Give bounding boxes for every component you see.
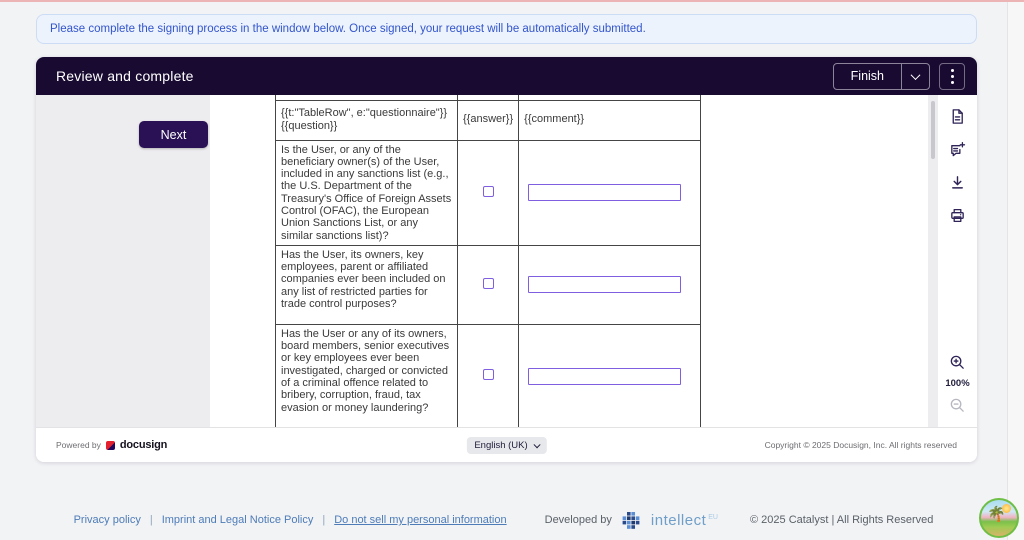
toolbar-rail (938, 95, 977, 427)
zoom-in-button[interactable] (946, 350, 970, 374)
language-selector[interactable] (466, 437, 546, 454)
answer-checkbox[interactable] (483, 186, 494, 197)
info-banner (36, 14, 977, 44)
header-actions (833, 63, 965, 90)
zoom-out-button[interactable] (946, 393, 970, 417)
document-scrollbar[interactable] (931, 101, 935, 159)
zoom-out-icon (949, 397, 966, 414)
intellect-wordmark: intellect EU (650, 511, 718, 529)
comment-cell (519, 245, 701, 324)
docusign-wordmark: docusign (119, 439, 168, 451)
add-comment-button[interactable] (946, 137, 970, 161)
viewer-left-margin (36, 95, 210, 427)
next-button[interactable]: Next (139, 121, 208, 148)
comment-input[interactable] (528, 276, 681, 293)
answer-checkbox[interactable] (483, 369, 494, 380)
link-separator: | (322, 514, 326, 526)
kebab-dot (951, 69, 954, 72)
zoom-controls (945, 350, 969, 417)
island-widget-button[interactable] (979, 498, 1019, 538)
browser-scrollbar[interactable] (1007, 2, 1024, 540)
table-row (276, 324, 701, 427)
comment-cell (519, 324, 701, 427)
question-cell: Is the User, or any of the beneficiary owner(s) of the User, included in any sanctions list (e.g., the U.S. Department of the Treasury's Office of Foreign Assets Control (OFAC), the European Union Sanctions List, or any similar sanctions list)? (276, 140, 458, 245)
chevron-down-icon (911, 70, 921, 80)
developed-by-label: Developed by (544, 514, 612, 526)
finish-button[interactable]: Finish (834, 64, 901, 89)
palm-tree-icon: 🌴 (987, 506, 1006, 523)
document-pages-icon (949, 108, 966, 125)
template-row-tag: {{t:"TableRow", e:"questionnaire"}} (281, 106, 448, 119)
kebab-dot (951, 81, 954, 84)
document-gutter (928, 95, 938, 427)
docusign-logo-icon (106, 441, 115, 450)
finish-split-button (833, 63, 930, 90)
document-page (210, 95, 928, 427)
window-title: Review and complete (56, 68, 194, 84)
zoom-in-icon (949, 354, 966, 371)
comment-input[interactable] (528, 184, 681, 201)
catalyst-copyright: © 2025 Catalyst | All Rights Reserved (750, 514, 934, 526)
answer-cell (458, 245, 519, 324)
imprint-legal-link[interactable]: Imprint and Legal Notice Policy (161, 514, 314, 526)
header-question-cell (276, 100, 458, 140)
print-button[interactable] (946, 203, 970, 227)
link-separator: | (149, 514, 153, 526)
more-options-button[interactable] (939, 63, 965, 90)
header-answer-cell: {{answer}} (458, 100, 519, 140)
header-comment-cell: {{comment}} (519, 100, 701, 140)
table-row (276, 245, 701, 324)
answer-checkbox[interactable] (483, 278, 494, 289)
banner-message: Please complete the signing process in the window below. Once signed, your request will be automatically submitted. (50, 23, 646, 35)
docusign-footer (36, 427, 977, 462)
answer-cell (458, 140, 519, 245)
chevron-down-icon (533, 441, 540, 448)
zoom-level: 100% (945, 378, 970, 389)
add-comment-icon (949, 141, 966, 158)
signing-window (36, 57, 977, 462)
print-icon (949, 207, 966, 224)
language-label: English (UK) (474, 439, 528, 451)
page-footer (0, 505, 1007, 535)
signing-window-header (36, 57, 977, 95)
answer-cell (458, 324, 519, 427)
intellect-logo-icon (622, 511, 641, 530)
download-icon (949, 174, 966, 191)
document-viewer (36, 95, 977, 427)
finish-dropdown-button[interactable] (901, 64, 929, 89)
developed-by (545, 511, 718, 530)
footer-links (74, 514, 507, 526)
do-not-sell-link[interactable]: Do not sell my personal information (334, 514, 507, 526)
question-cell: Has the User, its owners, key employees, parent or affiliated companies ever been included on any list of restricted parties for trade control purposes? (276, 245, 458, 324)
table-header-row (276, 100, 701, 140)
questionnaire-table (275, 95, 701, 427)
kebab-dot (951, 75, 954, 78)
download-button[interactable] (946, 170, 970, 194)
table-row (276, 140, 701, 245)
powered-by (56, 439, 167, 451)
template-question-tag: {{question}} (281, 120, 338, 132)
comment-cell (519, 140, 701, 245)
question-cell: Has the User or any of its owners, board members, senior executives or key employees ever been investigated, charged or convicted of a criminal offence related to bribery, corruption, fraud, tax evasion or money laundering? (276, 324, 458, 427)
docusign-copyright: Copyright © 2025 Docusign, Inc. All rights reserved (764, 440, 957, 450)
powered-by-label: Powered by (56, 440, 101, 450)
document-pages-button[interactable] (946, 104, 970, 128)
page-top-accent (0, 0, 1024, 2)
comment-input[interactable] (528, 368, 681, 385)
privacy-policy-link[interactable]: Privacy policy (73, 514, 141, 526)
